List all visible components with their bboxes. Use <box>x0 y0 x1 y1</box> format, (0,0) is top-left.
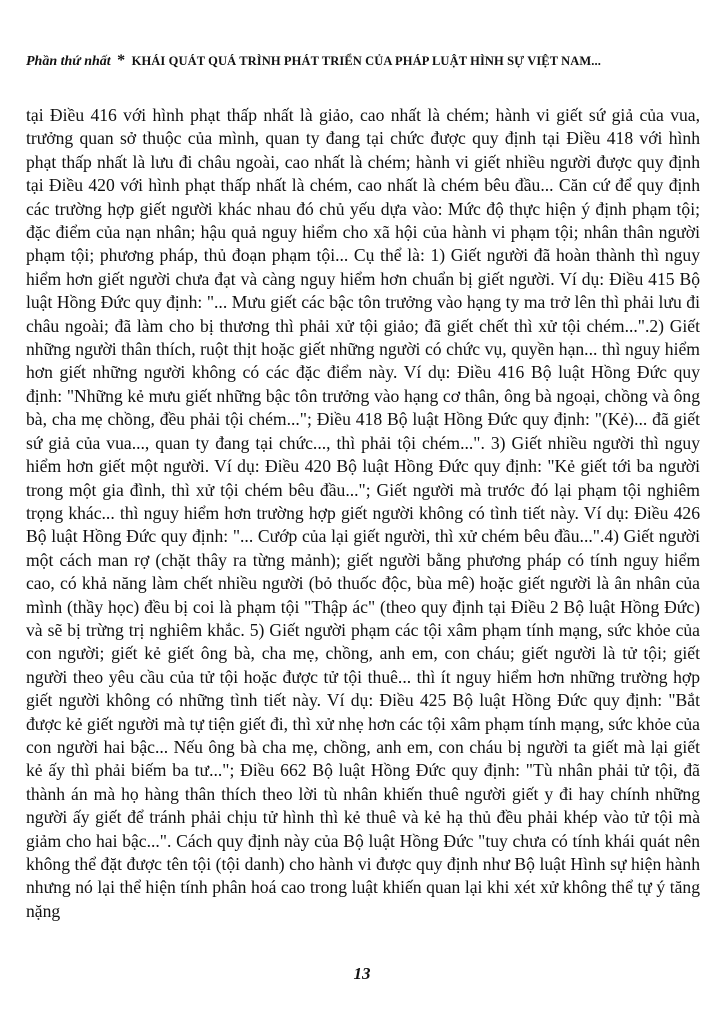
running-header <box>26 52 700 70</box>
header-chapter-title: KHÁI QUÁT QUÁ TRÌNH PHÁT TRIỂN CỦA PHÁP LUẬT HÌNH SỰ VIỆT NAM... <box>131 54 601 68</box>
header-part-label: Phần thứ nhất <box>26 54 111 69</box>
body-text: tại Điều 416 với hình phạt thấp nhất là giảo, cao nhất là chém; hành vi giết sứ giả của vua, trưởng quan sở thuộc của mình, quan ty đang tại chức được quy định tại Điều 418 với hình phạt thấp nhất là lưu đi châu ngoài, cao nhất là chém; hành vi giết nhiều người được quy định tại Điều 420 với hình phạt thấp nhất là chém, cao nhất là chém bêu đầu... Căn cứ để quy định các trường hợp giết người khác nhau đó chủ yếu dựa vào: Mức độ thực hiện ý định phạm tội; đặc điểm của nạn nhân; hậu quả nguy hiểm cho xã hội của hành vi phạm tội; nhân thân người phạm tội; phương pháp, thủ đoạn phạm tội... Cụ thể là: 1) Giết người đã hoàn thành thì nguy hiểm hơn giết người chưa đạt và càng nguy hiểm hơn chuẩn bị giết người. Ví dụ: Điều 415 Bộ luật Hồng Đức quy định: "... Mưu giết các bậc tôn trưởng vào hạng ty ma trở lên thì phải lưu đi châu ngoài; đã làm cho bị thương thì phải xử tội giảo; đã giết chết thì xử tội chém...".2) Giết những người thân thích, ruột thịt hoặc giết những người có chức vụ, quyền hạn... thì nguy hiểm hơn giết những người không có các đặc điểm này. Ví dụ: Điều 416 Bộ luật Hồng Đức quy định: "Những kẻ mưu giết những bậc tôn trưởng vào hạng cơ thân, ông bà ngoại, chồng và ông bà, cha mẹ chồng, đều phải tội chém..."; Điều 418 Bộ luật Hồng Đức quy định: "(Kẻ)... đã giết sứ giả của vua..., quan ty đang tại chức..., thì phải tội chém...". 3) Giết nhiều người thì nguy hiểm hơn giết một người. Ví dụ: Điều 420 Bộ luật Hồng Đức quy định: "Kẻ giết tới ba người trong một gia đình, thì xử tội chém bêu đầu..."; Giết người mà trước đó lại phạm tội nghiêm trọng khác... thì nguy hiểm hơn trường hợp giết người không có tình tiết này. Ví dụ: Điều 426 Bộ luật Hồng Đức quy định: "... Cướp của lại giết người, thì xử chém bêu đầu...".4) Giết người một cách man rợ (chặt thây ra từng mảnh); giết người bằng phương pháp có tính nguy hiểm cao, có khả năng làm chết nhiều người (bỏ thuốc độc, bùa mê) hoặc giết người là ân nhân của mình (thầy học) đều bị coi là phạm tội "Thập ác" (theo quy định tại Điều 2 Bộ luật Hồng Đức) và sẽ bị trừng trị nghiêm khắc. 5) Giết người phạm các tội xâm phạm tính mạng, sức khỏe của con người; giết kẻ giết ông bà, cha mẹ, chồng, anh em, con cháu; giết người là tử tội; giết người theo yêu cầu của tử tội hoặc được tử tội thuê... thì ít nguy hiểm hơn những trường hợp giết người không có những tình tiết này. Ví dụ: Điều 425 Bộ luật Hồng Đức quy định: "Bắt được kẻ giết người mà tự tiện giết đi, thì xử nhẹ hơn các tội xâm phạm tính mạng, sức khỏe của con người hai bậc... Nếu ông bà cha mẹ, chồng, anh em, con cháu bị người ta giết mà lại giết kẻ ấy thì phải biếm ba tư..."; Điều 662 Bộ luật Hồng Đức quy định: "Tù nhân phải tử tội, đã thành án mà họ hàng thân thích theo lời tù nhân khiến thuê người giết y đi hay chính những người ấy giết để tránh phải chịu tử hình thì kẻ thuê và kẻ hạ thủ đều phải khép vào tử tội mà giảm cho hai bậc...". Cách quy định này của Bộ luật Hồng Đức "tuy chưa có tính khái quát nên không thể đặt được tên tội (tội danh) cho hành vi được quy định như Bộ luật Hình sự hiện hành nhưng nó lại thể hiện tính phân hoá cao trong luật khiến quan lại khi xét xử không thể tự ý tăng nặng <box>26 105 700 921</box>
page-number: 13 <box>353 964 371 983</box>
header-asterisk: * <box>117 52 126 69</box>
